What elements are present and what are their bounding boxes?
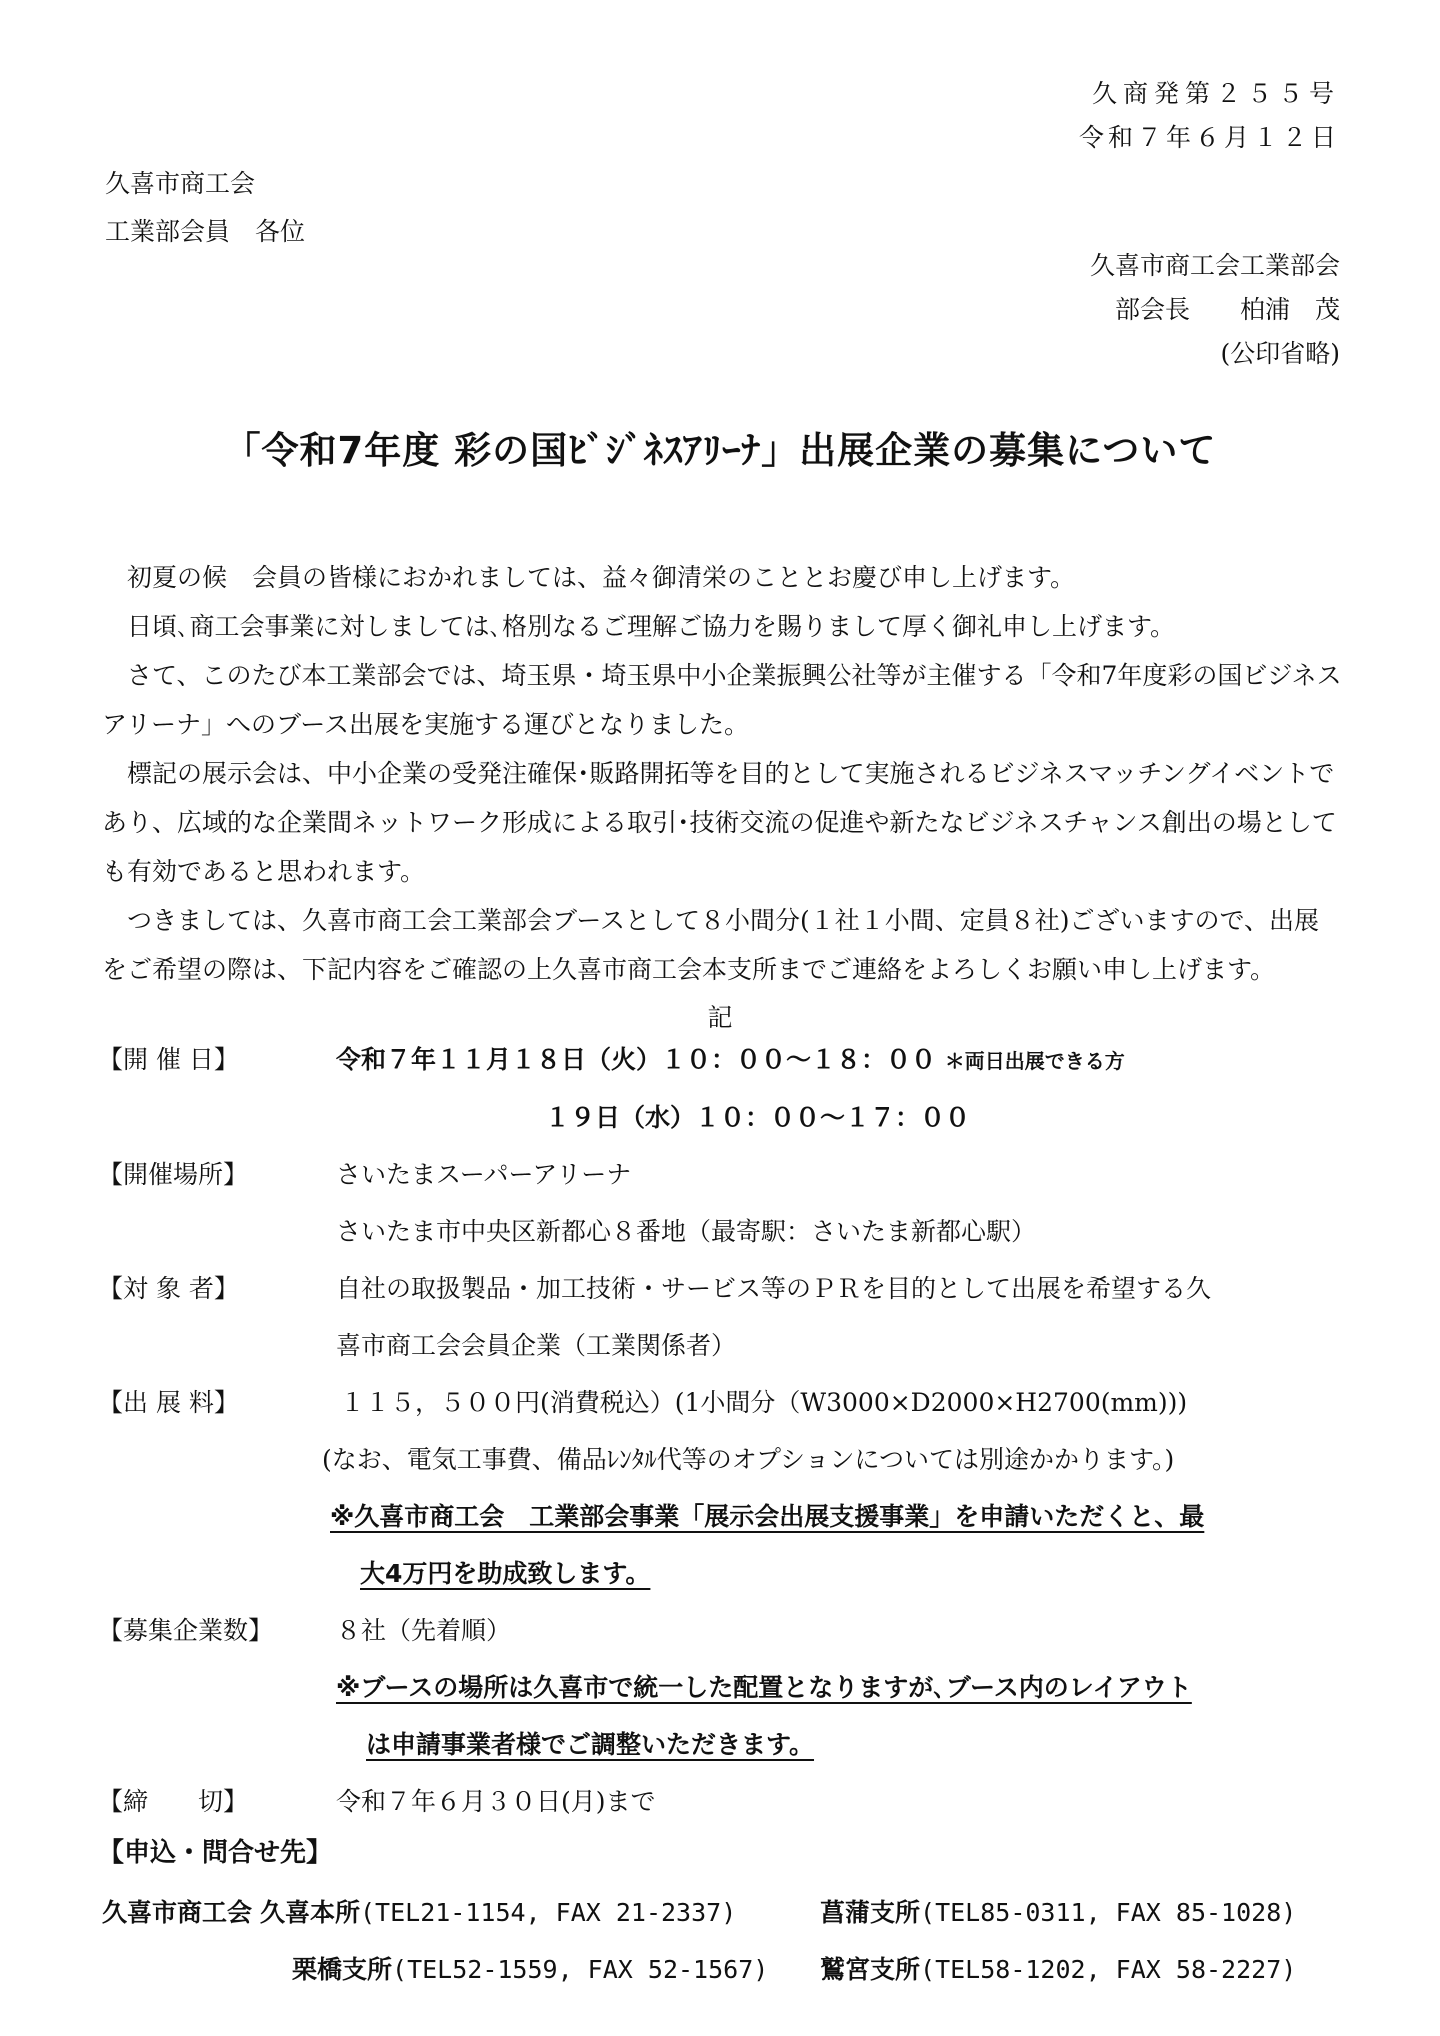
contact-heading: 【申込・問合せ先】 — [98, 1838, 333, 1868]
sender-organization: 久喜市商工会工業部会 — [1089, 251, 1340, 280]
body-paragraph-request: つきましては、久喜市商工会工業部会ブースとして８小間分(１社１小間、定員８社)ございますので、出展をご希望の際は、下記内容をご確認の上久喜市商工会本支所までご連絡をよろしくお願い申し上げます。 — [102, 906, 1320, 984]
recipient-line-1: 久喜市商工会 — [105, 169, 256, 198]
sender-name: 部会長 柏浦 茂 — [1114, 295, 1340, 324]
sender-block — [1090, 244, 1340, 376]
body-paragraph-announcement: さて、このたび本工業部会では、埼玉県・埼玉県中小企業振興公社等が主催する「令和7年度彩の国ビジネスアリーナ」へのブース出展を実施する運びとなりました。 — [102, 661, 1342, 739]
body-paragraph-thanks: 日頃､商工会事業に対しましては､格別なるご理解ご協力を賜りまして厚く御礼申し上げます。 — [127, 612, 1176, 641]
contact-shobu-name: 菖蒲支所 — [820, 1898, 921, 1927]
date-label: 【開 催 日】 — [98, 1045, 239, 1074]
target-label: 【対 象 者】 — [98, 1274, 239, 1303]
fee-amount: １１５，５００円(消費税込）(1小間分（W3000×D2000×H2700(mm))) — [340, 1388, 1188, 1417]
contact-kurihashi — [292, 1950, 768, 1986]
venue-address: さいたま市中央区新都心８番地（最寄駅：さいたま新都心駅） — [336, 1217, 1037, 1246]
count-note-line-1: ※ブースの場所は久喜市で統一した配置となりますが､ブース内のレイアウト — [336, 1673, 1192, 1702]
fee-support-line-2: 大4万円を助成致します。 — [360, 1559, 651, 1588]
contact-washimiya-name: 鷲宮支所 — [820, 1955, 921, 1984]
contact-washimiya-phone: (TEL58-1202, FAX 58-2227) — [920, 1955, 1297, 1984]
date-line-1 — [336, 1040, 1125, 1076]
fee-label: 【出 展 料】 — [98, 1388, 239, 1417]
contact-kurihashi-phone: (TEL52-1559, FAX 52-1567) — [392, 1955, 769, 1984]
recipient-line-2: 工業部会員 各位 — [105, 217, 306, 246]
document-title: 「令和7年度 彩の国ﾋﾞｼﾞﾈｽｱﾘｰﾅ」出展企業の募集について — [223, 429, 1217, 472]
date-first-day: 令和７年１１月１８日（火）１０：００～１８：００ — [336, 1045, 937, 1074]
contact-kurihashi-name: 栗橋支所 — [292, 1955, 393, 1984]
target-line-1: 自社の取扱製品・加工技術・サービス等のＰＲを目的として出展を希望する久 — [336, 1274, 1212, 1303]
recipient-block — [105, 160, 305, 256]
sender-seal-note: (公印省略) — [1220, 339, 1340, 368]
document-number: 久商発第２５５号 — [1091, 79, 1340, 108]
venue-label: 【開催場所】 — [98, 1160, 249, 1189]
venue-name: さいたまスーパーアリーナ — [336, 1160, 632, 1189]
count-label: 【募集企業数】 — [98, 1616, 274, 1645]
ki-heading: 記 — [707, 1003, 733, 1032]
contact-shobu-phone: (TEL85-0311, FAX 85-1028) — [920, 1898, 1297, 1927]
body-text — [102, 553, 1342, 994]
document-date: 令和７年６月１２日 — [1078, 123, 1340, 152]
date-note: ＊両日出展できる方 — [944, 1049, 1125, 1073]
contact-kuki — [102, 1893, 736, 1929]
fee-option-note: (なお、電気工事費、備品ﾚﾝﾀﾙ代等のオプションについては別途かかります。) — [322, 1445, 1175, 1474]
date-line-2: １９日（水）１０：００～１７：００ — [545, 1103, 971, 1132]
fee-support-line-1: ※久喜市商工会 工業部会事業「展示会出展支援事業」を申請いただくと、最 — [330, 1502, 1205, 1531]
body-paragraph-event-description: 標記の展示会は、中小企業の受発注確保･販路開拓等を目的として実施されるビジネスマッチングイベントであり、広域的な企業間ネットワーク形成による取引･技術交流の促進や新たなビジネスチャンス創出の場としても有効であると思われます。 — [102, 759, 1337, 886]
contact-organization: 久喜市商工会 — [102, 1898, 253, 1927]
deadline-value: 令和７年６月３０日(月)まで — [336, 1787, 656, 1816]
contact-shobu — [820, 1893, 1296, 1929]
deadline-label: 【締 切】 — [98, 1787, 249, 1816]
count-note-line-2: は申請事業者様でご調整いただきます。 — [366, 1730, 815, 1759]
contact-kuki-name: 久喜本所 — [259, 1898, 360, 1927]
count-value: ８社（先着順） — [336, 1616, 512, 1645]
contact-washimiya — [820, 1950, 1296, 1986]
body-paragraph-greeting: 初夏の候 会員の皆様におかれましては、益々御清栄のこととお慶び申し上げます。 — [127, 563, 1076, 592]
target-line-2: 喜市商工会会員企業（工業関係者） — [336, 1331, 737, 1360]
contact-kuki-phone: (TEL21-1154, FAX 21-2337) — [359, 1898, 737, 1927]
